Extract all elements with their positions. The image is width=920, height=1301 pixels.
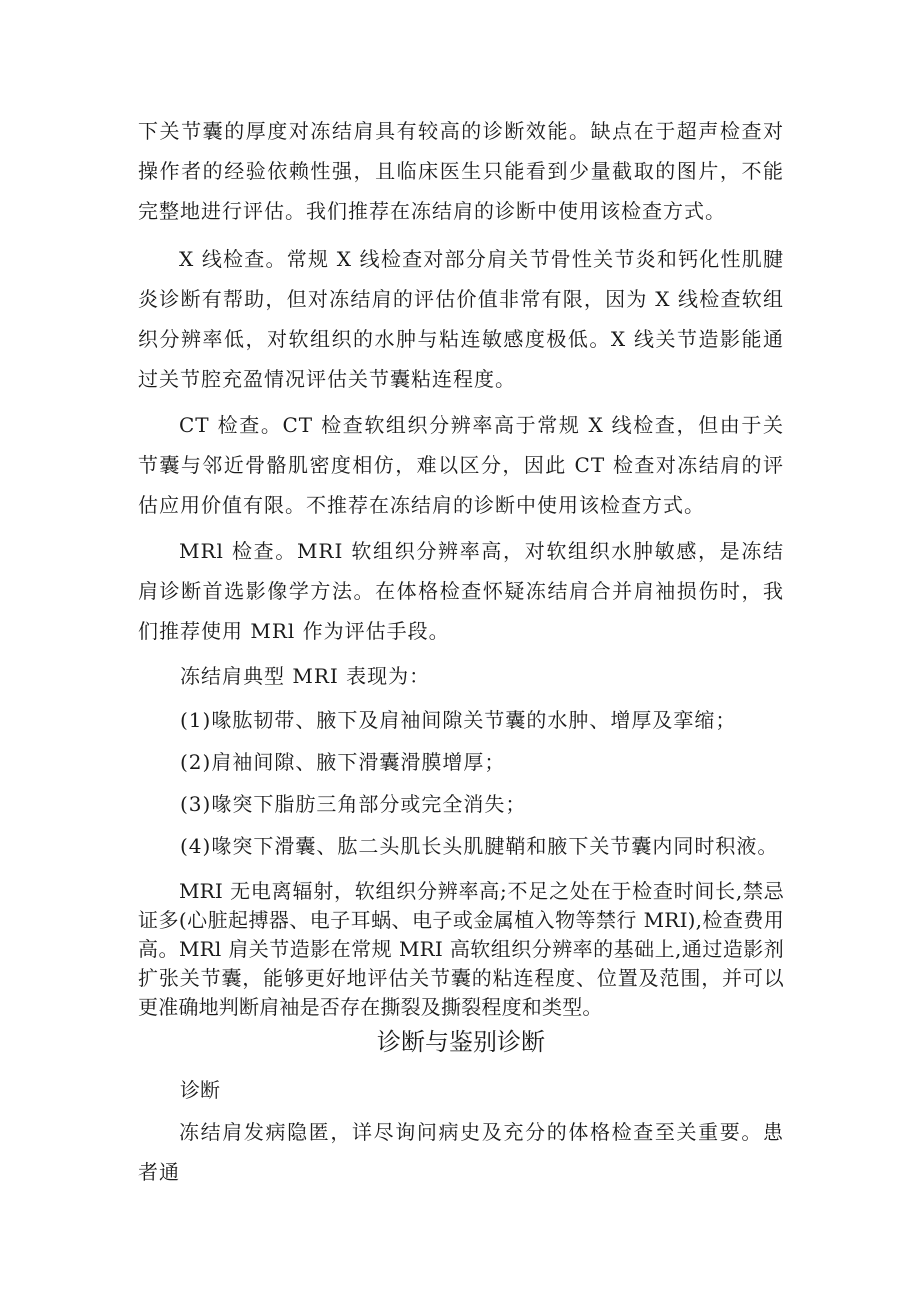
section-heading: 诊断与鉴别诊断 [377,1028,545,1056]
list-item: (3)喙突下脂肪三角部分或完全消失； [180,792,527,816]
paragraph-ultrasound-end: 下关节囊的厚度对冻结肩具有较高的诊断效能。缺点在于超声检查对操作者的经验依赖性强，且临床医生只能看到少量截取的图片，不能完整地进行评估。我们推荐在冻结肩的诊断中使用该检查方式。 [138,119,784,223]
subsection-heading: 诊断 [180,1078,220,1102]
list-item: (4)喙突下滑囊、肱二头肌长头肌腱鞘和腋下关节囊内同时积液。 [180,834,779,858]
paragraph-mri-pros-cons: MRI 无电离辐射，软组织分辨率高;不足之处在于检查时间长,禁忌证多(心脏起搏器、电子耳蜗、电子或金属植入物等禁行 MRI),检查费用高。MRl 肩关节造影在常规 MRI 高软组织分辨率的基础上,通过造影剂扩张关节囊，能够更好地评估关节囊的粘连程度、位置及范围，并可以更准确地判断肩袖是否存在撕裂及撕裂程度和类型。 [138,879,784,1019]
list-item: (1)喙肱韧带、腋下及肩袖间隙关节囊的水肿、增厚及挛缩； [180,708,737,732]
paragraph-ct: CT 检查。CT 检查软组织分辨率高于常规 X 线检查，但由于关节囊与邻近骨骼肌密度相仿，难以区分，因此 CT 检查对冻结肩的评估应用价值有限。不推荐在冻结肩的诊断中使用该检查方式。 [138,413,784,517]
paragraph-mri-features-intro: 冻结肩典型 MRI 表现为： [180,664,431,688]
paragraph-mri: MRl 检查。MRI 软组织分辨率高，对软组织水肿敏感，是冻结肩诊断首选影像学方法。在体格检查怀疑冻结肩合并肩袖损伤时，我们推荐使用 MRl 作为评估手段。 [138,539,784,643]
paragraph-xray: X 线检查。常规 X 线检查对部分肩关节骨性关节炎和钙化性肌腱炎诊断有帮助，但对冻结肩的评估价值非常有限，因为 X 线检查软组织分辨率低，对软组织的水肿与粘连敏感度极低。X 线关节造影能通过关节腔充盈情况评估关节囊粘连程度。 [138,247,784,391]
list-item: (2)肩袖间隙、腋下滑囊滑膜增厚； [180,750,506,774]
paragraph-diagnosis: 冻结肩发病隐匿，详尽询问病史及充分的体格检查至关重要。患者通 [138,1120,784,1184]
